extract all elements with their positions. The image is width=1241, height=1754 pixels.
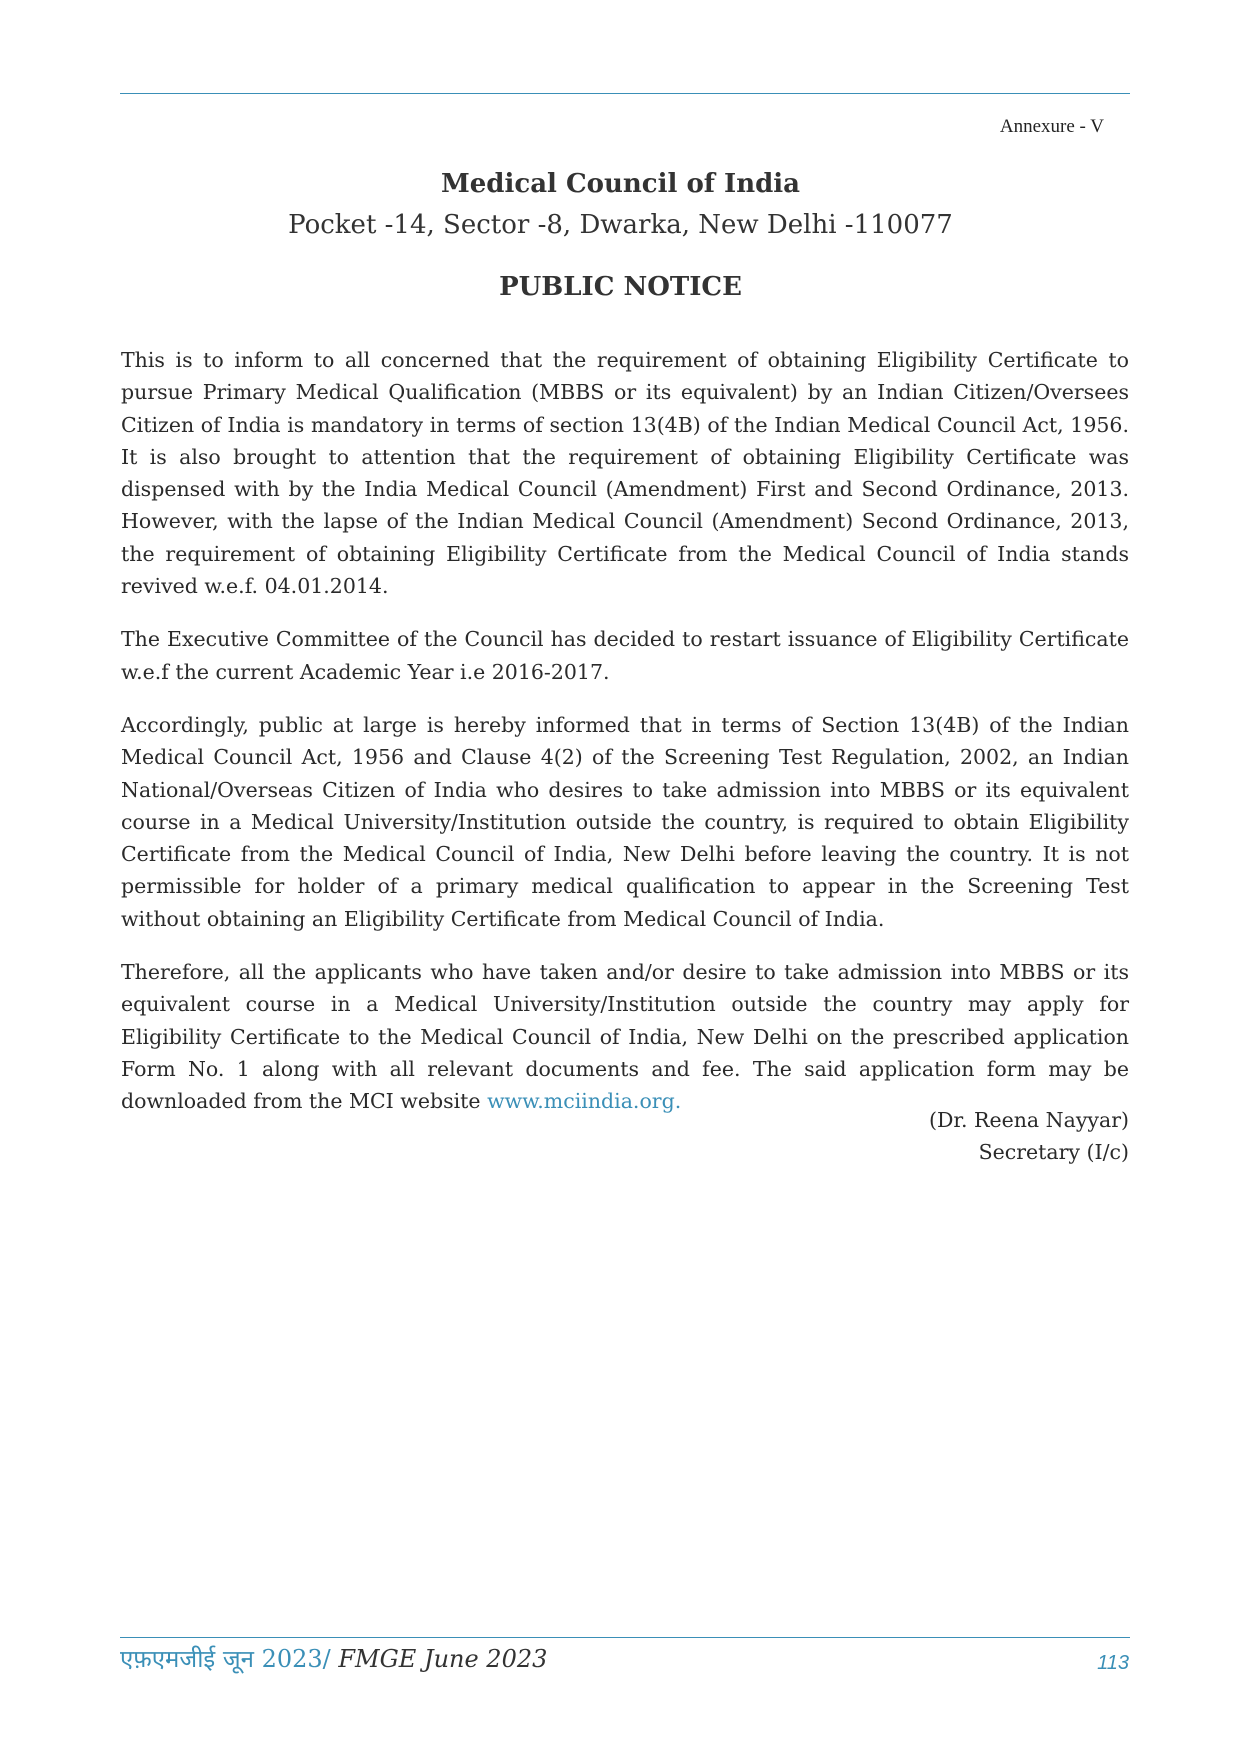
- notice-paragraph: Accordingly, public at large is hereby informed that in terms of Section 13(4B) of the Indian Medical Council Act, 1956 and Clause 4(2) of the Screening Test Regulation, 2002, an Indian National/Overseas Citizen of India who desires to take admission into MBBS or its equivalent course in a Medical University/Institution outside the country, is required to obtain Eligibility Certificate from the Medical Council of India, New Delhi before leaving the country. It is not permissible for holder of a primary medical qualification to appear in the Screening Test without obtaining an Eligibility Certificate from Medical Council of India.: [121, 712, 1129, 931]
- annexure-label: Annexure - V: [999, 116, 1104, 137]
- signature-block: [929, 1104, 1129, 1168]
- organization-address: Pocket -14, Sector -8, Dwarka, New Delhi -110077: [288, 210, 953, 240]
- page-number: 113: [1097, 1652, 1129, 1674]
- signatory-designation: Secretary (I/c): [978, 1140, 1129, 1164]
- header-rule: [120, 93, 1130, 94]
- notice-body: [121, 344, 1129, 1139]
- signatory-name: (Dr. Reena Nayyar): [929, 1108, 1129, 1132]
- notice-paragraph: The Executive Committee of the Council has decided to restart issuance of Eligibility Certificate w.e.f the current Academic Year i.e 2016-2017.: [121, 627, 1129, 684]
- footer-title: [120, 1642, 547, 1675]
- notice-paragraph-last: [121, 956, 1129, 1117]
- notice-title: PUBLIC NOTICE: [499, 272, 742, 302]
- notice-paragraph: This is to inform to all concerned that the requirement of obtaining Eligibility Certificate to pursue Primary Medical Qualification (MBBS or its equivalent) by an Indian Citizen/Oversees Citizen of India is mandatory in terms of section 13(4B) of the Indian Medical Council Act, 1956. It is also brought to attention that the requirement of obtaining Eligibility Certificate was dispensed with by the India Medical Council (Amendment) First and Second Ordinance, 2013. However, with the lapse of the Indian Medical Council (Amendment) Second Ordinance, 2013, the requirement of obtaining Eligibility Certificate from the Medical Council of India stands revived w.e.f. 04.01.2014.: [121, 348, 1129, 599]
- organization-name: Medical Council of India: [440, 169, 800, 199]
- notice-paragraph-text: Therefore, all the applicants who have taken and/or desire to take admission into MBBS or its equivalent course in a Medical University/Institution outside the country may apply for Eligibility Certificate to the Medical Council of India, New Delhi on the prescribed application Form No. 1 along with all relevant documents and fee. The said application form may be downloaded from the MCI website: [121, 960, 1129, 1114]
- footer-hindi-title: एफ़एमजीई जून 2023/: [120, 1645, 331, 1673]
- footer-rule: [120, 1637, 1130, 1638]
- footer-english-title: FMGE June 2023: [330, 1645, 548, 1673]
- website-link[interactable]: www.mciindia.org.: [487, 1089, 682, 1114]
